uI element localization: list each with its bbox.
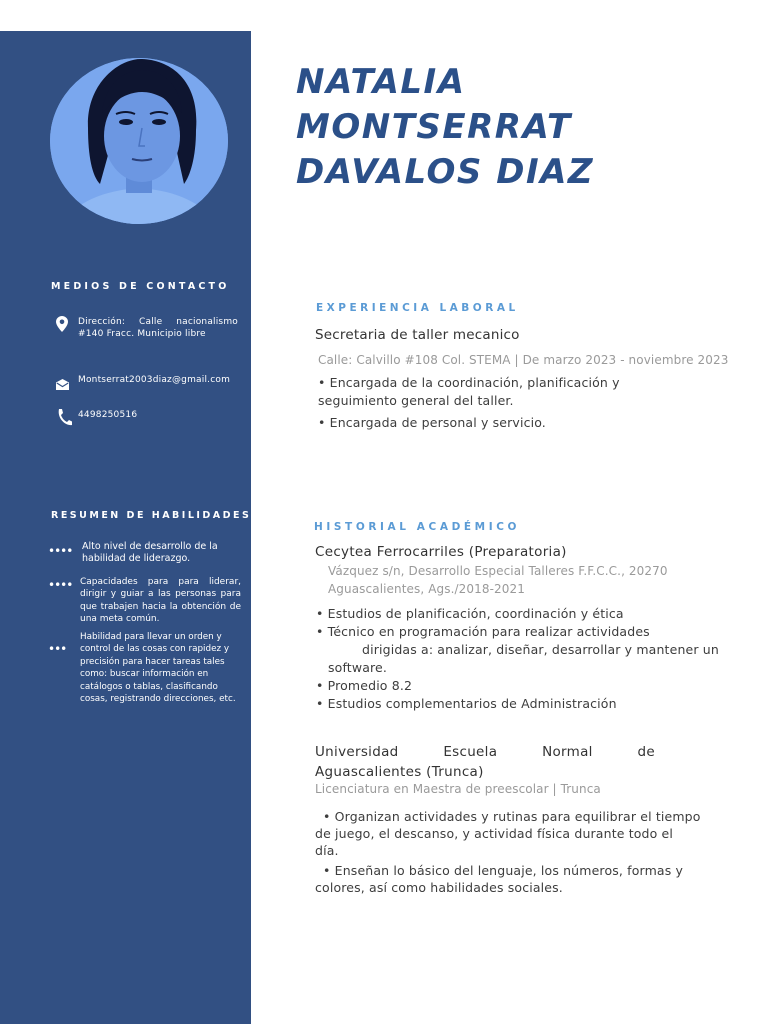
list-item: • Estudios de planificación, coordinación y ética	[316, 606, 624, 621]
bullet-icon: •	[316, 624, 328, 639]
candidate-name	[296, 60, 736, 195]
school-1-name: Cecytea Ferrocarriles (Preparatoria)	[315, 544, 567, 560]
contact-phone	[56, 408, 240, 426]
bullet-icon: •	[316, 606, 328, 621]
bullet-icon: •	[316, 678, 328, 693]
bullet-icon: •	[316, 696, 328, 711]
school-2-name: Universidad Escuela Normal de Aguascalientes (Trunca)	[315, 744, 655, 780]
job-title: Secretaria de taller mecanico	[315, 327, 520, 343]
skills-heading: RESUMEN DE HABILIDADES	[51, 510, 252, 521]
skill-text: Alto nivel de desarrollo de la habilidad de liderazgo.	[82, 541, 218, 565]
skill-text: Habilidad para llevar un orden y control de las cosas con rapidez y precisión para hacer tareas tales como: buscar información en catálogos o tablas, clasificando cosas, registrando direcciones, etc.	[80, 632, 236, 705]
bullet-icon: •	[323, 863, 335, 878]
school-2-details: Licenciatura en Maestra de preescolar | Trunca	[315, 782, 601, 796]
school-2-bullets: • Organizan actividades y rutinas para equilibrar el tiempo de juego, el descanso, y actividad física durante todo el día. • Enseñan lo básico del lenguaje, los números, formas y colores, así como habilidades sociales.	[315, 808, 735, 896]
list-item: • Enseñan lo básico del lenguaje, los números, formas y	[315, 862, 735, 879]
skill-item	[48, 631, 243, 721]
bullet-icon: •	[318, 375, 330, 390]
list-item: • Promedio 8.2	[316, 678, 413, 693]
job-details: Calle: Calvillo #108 Col. STEMA | De marzo 2023 - noviembre 2023	[318, 353, 729, 367]
job-bullet-1: • Encargada de la coordinación, planificación y seguimiento general del taller.	[318, 375, 620, 408]
school-1-bullets: • Estudios de planificación, coordinación y ética • Técnico en programación para realizar actividades dirigidas a: analizar, diseñar, desarrollar y mantener un software. • Promedio 8.2 • Estudios complementarios de Administración	[316, 605, 736, 713]
email-text[interactable]: Montserrat2003diaz@gmail.com	[78, 375, 231, 385]
contact-email	[56, 374, 240, 388]
skill-text: Capacidades para para liderar, dirigir y guiar a las personas para que trabajen hacia la obtención de una meta común.	[80, 577, 241, 625]
list-item: • Organizan actividades y rutinas para equilibrar el tiempo	[315, 808, 735, 825]
profile-photo	[50, 58, 228, 224]
bullet-icon: •	[323, 809, 335, 824]
education-heading: HISTORIAL ACADÉMICO	[314, 521, 521, 533]
location-pin-icon	[56, 316, 72, 334]
contact-address	[56, 316, 240, 342]
skill-item	[48, 541, 243, 567]
phone-icon	[56, 408, 72, 426]
name-line: MONTSERRAT	[296, 107, 572, 147]
envelope-icon	[56, 375, 72, 393]
name-line: DAVALOS DIAZ	[296, 152, 595, 192]
skill-bullet: ••••	[48, 544, 73, 558]
phone-text[interactable]: 4498250516	[78, 410, 138, 420]
name-line: NATALIA	[296, 62, 466, 102]
list-item: • Técnico en programación para realizar actividades	[316, 624, 650, 639]
address-text: Dirección: Calle nacionalismo #140 Fracc. Municipio libre	[78, 317, 238, 339]
skill-item	[48, 576, 243, 626]
school-1-address: Vázquez s/n, Desarrollo Especial Talleres F.F.C.C., 20270 Aguascalientes, Ags./2018-2021	[328, 564, 668, 596]
skill-bullet: •••	[48, 642, 67, 656]
job-bullet-2: • Encargada de personal y servicio.	[318, 415, 546, 430]
bullet-icon: •	[318, 415, 330, 430]
list-item: • Estudios complementarios de Administración	[316, 696, 617, 711]
experience-heading: EXPERIENCIA LABORAL	[316, 302, 519, 314]
skill-bullet: ••••	[48, 578, 73, 592]
contact-heading: MEDIOS DE CONTACTO	[51, 281, 230, 292]
